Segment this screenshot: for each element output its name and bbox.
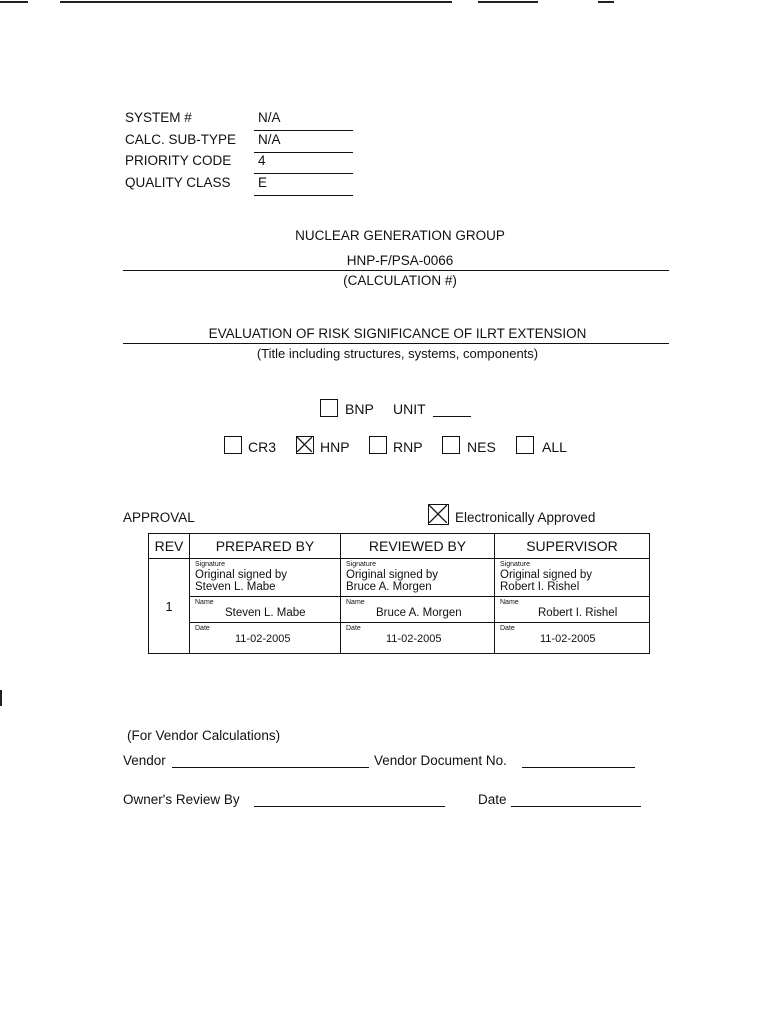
reviewed-date: 11-02-2005 <box>386 633 442 645</box>
reviewed-name: Bruce A. Morgen <box>376 607 462 619</box>
date-blank[interactable] <box>511 806 641 807</box>
calc-subtype-label: CALC. SUB-TYPE <box>125 132 237 147</box>
name-caption: Name <box>195 599 214 606</box>
priority-code-label: PRIORITY CODE <box>125 153 232 168</box>
rnp-checkbox[interactable] <box>369 436 387 454</box>
bnp-label: BNP <box>345 401 374 417</box>
electronic-approval-checkbox[interactable] <box>428 504 449 525</box>
vendor-label: Vendor <box>123 753 166 768</box>
vendor-heading: (For Vendor Calculations) <box>127 728 281 743</box>
prepared-signature-line1: Original signed by <box>195 569 288 581</box>
date-caption: Date <box>346 625 361 632</box>
date-label: Date <box>478 792 507 807</box>
priority-code-value: 4 <box>258 153 266 168</box>
check-x-icon <box>297 437 312 452</box>
scan-mark <box>478 1 538 3</box>
calc-number-rule <box>123 270 669 271</box>
hnp-checkbox[interactable] <box>296 436 314 454</box>
all-checkbox[interactable] <box>516 436 534 454</box>
bnp-checkbox[interactable] <box>320 399 338 417</box>
signature-caption: Signature <box>346 561 376 568</box>
approval-label: APPROVAL <box>123 510 195 525</box>
scan-mark <box>0 690 2 706</box>
approval-row <box>149 559 650 654</box>
vendor-doc-no-blank[interactable] <box>522 767 635 768</box>
cr3-label: CR3 <box>248 439 277 455</box>
group-name: NUCLEAR GENERATION GROUP <box>295 228 505 243</box>
nes-checkbox[interactable] <box>442 436 460 454</box>
nes-label: NES <box>467 439 496 455</box>
reviewed-signature-line1: Original signed by <box>346 569 439 581</box>
col-supervisor: SUPERVISOR <box>495 534 650 559</box>
system-rule <box>254 130 353 131</box>
system-label: SYSTEM # <box>125 110 192 125</box>
electronic-approval-label: Electronically Approved <box>455 510 596 525</box>
signature-caption: Signature <box>500 561 530 568</box>
calc-number-caption: (CALCULATION #) <box>343 273 457 288</box>
calc-subtype-rule <box>254 152 353 153</box>
check-x-icon <box>429 505 447 523</box>
quality-class-rule <box>254 195 353 196</box>
prepared-cell <box>190 559 341 654</box>
calc-title: EVALUATION OF RISK SIGNIFICANCE OF ILRT EXTENSION <box>208 326 587 341</box>
date-caption: Date <box>195 625 210 632</box>
reviewed-signature-line2: Bruce A. Morgen <box>346 581 432 593</box>
quality-class-value: E <box>258 175 268 190</box>
vendor-blank[interactable] <box>172 767 369 768</box>
signature-caption: Signature <box>195 561 225 568</box>
prepared-signature-line2: Steven L. Mabe <box>195 581 276 593</box>
calc-subtype-value: N/A <box>258 132 281 147</box>
scan-mark <box>0 1 28 3</box>
rev-number: 1 <box>149 559 190 654</box>
supervisor-date: 11-02-2005 <box>540 633 596 645</box>
prepared-name: Steven L. Mabe <box>225 607 306 619</box>
supervisor-signature-line2: Robert I. Rishel <box>500 581 580 593</box>
quality-class-label: QUALITY CLASS <box>125 175 231 190</box>
title-caption: (Title including structures, systems, components) <box>256 346 539 361</box>
scan-mark <box>60 1 452 3</box>
prepared-date: 11-02-2005 <box>235 633 291 645</box>
vendor-doc-no-label: Vendor Document No. <box>374 753 507 768</box>
unit-label: UNIT <box>393 401 426 417</box>
approval-table <box>148 533 650 654</box>
system-value: N/A <box>258 110 281 125</box>
owner-review-blank[interactable] <box>254 806 445 807</box>
cr3-checkbox[interactable] <box>224 436 242 454</box>
all-label: ALL <box>542 439 567 455</box>
reviewed-cell <box>341 559 495 654</box>
col-reviewed-by: REVIEWED BY <box>341 534 495 559</box>
rnp-label: RNP <box>393 439 423 455</box>
scan-mark <box>598 1 614 3</box>
approval-header-row <box>149 534 650 559</box>
title-rule <box>123 343 669 344</box>
col-rev: REV <box>149 534 190 559</box>
priority-code-rule <box>254 173 353 174</box>
unit-blank <box>433 416 471 417</box>
col-prepared-by: PREPARED BY <box>190 534 341 559</box>
supervisor-cell <box>495 559 650 654</box>
supervisor-signature-line1: Original signed by <box>500 569 593 581</box>
owner-review-label: Owner's Review By <box>123 792 240 807</box>
name-caption: Name <box>500 599 519 606</box>
calc-number: HNP-F/PSA-0066 <box>346 253 454 268</box>
hnp-label: HNP <box>320 439 350 455</box>
name-caption: Name <box>346 599 365 606</box>
supervisor-name: Robert I. Rishel <box>538 607 618 619</box>
date-caption: Date <box>500 625 515 632</box>
